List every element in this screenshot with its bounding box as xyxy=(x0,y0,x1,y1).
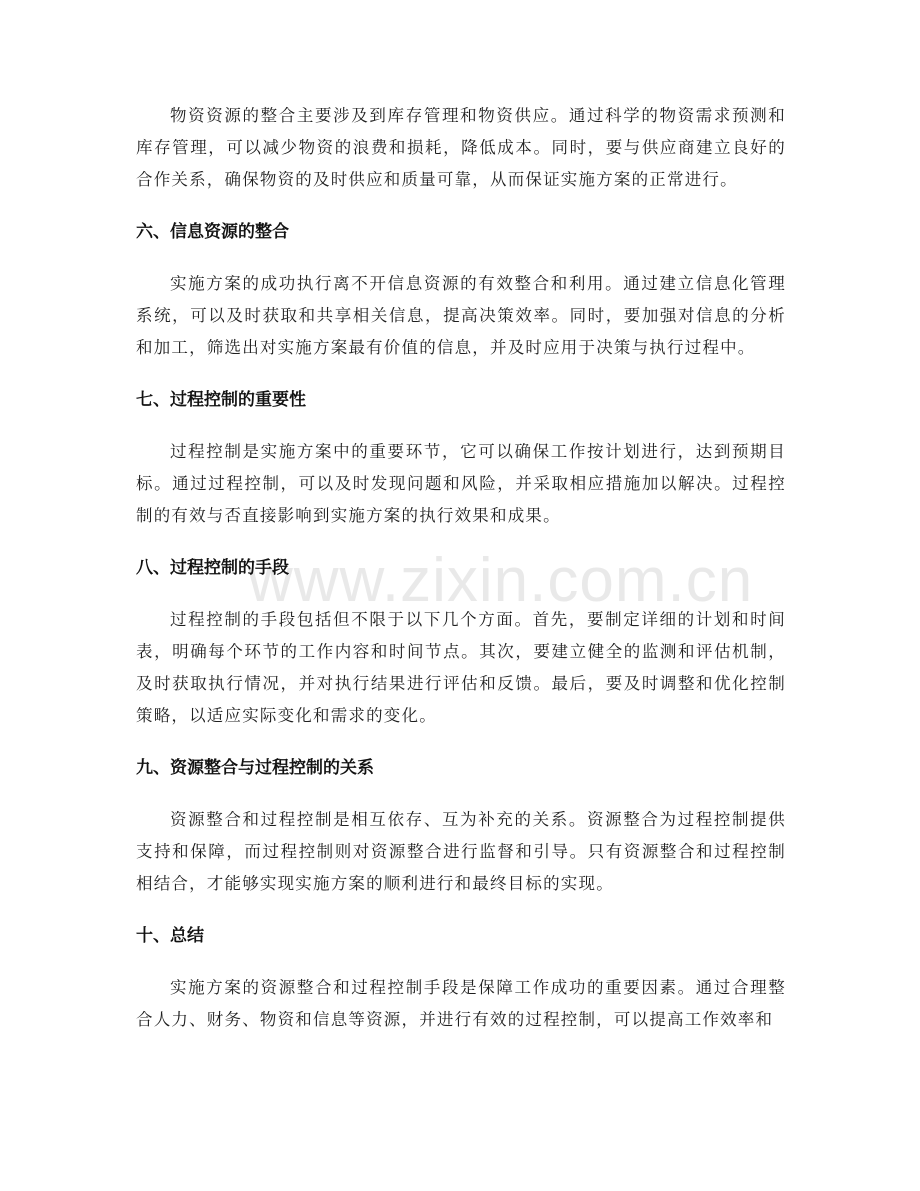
section-heading-6: 六、信息资源的整合 xyxy=(136,222,289,242)
section-paragraph-10: 实施方案的资源整合和过程控制手段是保障工作成功的重要因素。通过合理整合人力、财务、物资和信息等资源，并进行有效的过程控制，可以提高工作效率和 xyxy=(136,978,786,1029)
section-heading-9: 九、资源整合与过程控制的关系 xyxy=(136,758,374,778)
watermark: www.zixin.com.cn xyxy=(248,546,754,615)
section-heading-8: 八、过程控制的手段 xyxy=(136,558,289,578)
section-paragraph-9: 资源整合和过程控制是相互依存、互为补充的关系。资源整合为过程控制提供支持和保障，而过程控制则对资源整合进行监督和引导。只有资源整合和过程控制相结合，才能够实现实施方案的顺利进行和最终目标的实现。 xyxy=(136,810,786,893)
intro-paragraph: 物资资源的整合主要涉及到库存管理和物资供应。通过科学的物资需求预测和库存管理，可以减少物资的浪费和损耗，降低成本。同时，要与供应商建立良好的合作关系，确保物资的及时供应和质量可靠，从而保证实施方案的正常进行。 xyxy=(136,106,786,189)
section-heading-10: 十、总结 xyxy=(136,926,204,946)
document-body xyxy=(136,100,786,1058)
section-paragraph-6: 实施方案的成功执行离不开信息资源的有效整合和利用。通过建立信息化管理系统，可以及时获取和共享相关信息，提高决策效率。同时，要加强对信息的分析和加工，筛选出对实施方案最有价值的信息，并及时应用于决策与执行过程中。 xyxy=(136,274,786,357)
section-paragraph-8: 过程控制的手段包括但不限于以下几个方面。首先，要制定详细的计划和时间表，明确每个环节的工作内容和时间节点。其次，要建立健全的监测和评估机制，及时获取执行情况，并对执行结果进行评估和反馈。最后，要及时调整和优化控制策略，以适应实际变化和需求的变化。 xyxy=(136,610,786,725)
section-heading-7: 七、过程控制的重要性 xyxy=(136,390,306,410)
section-paragraph-7: 过程控制是实施方案中的重要环节，它可以确保工作按计划进行，达到预期目标。通过过程控制，可以及时发现问题和风险，并采取相应措施加以解决。过程控制的有效与否直接影响到实施方案的执行效果和成果。 xyxy=(136,442,786,525)
